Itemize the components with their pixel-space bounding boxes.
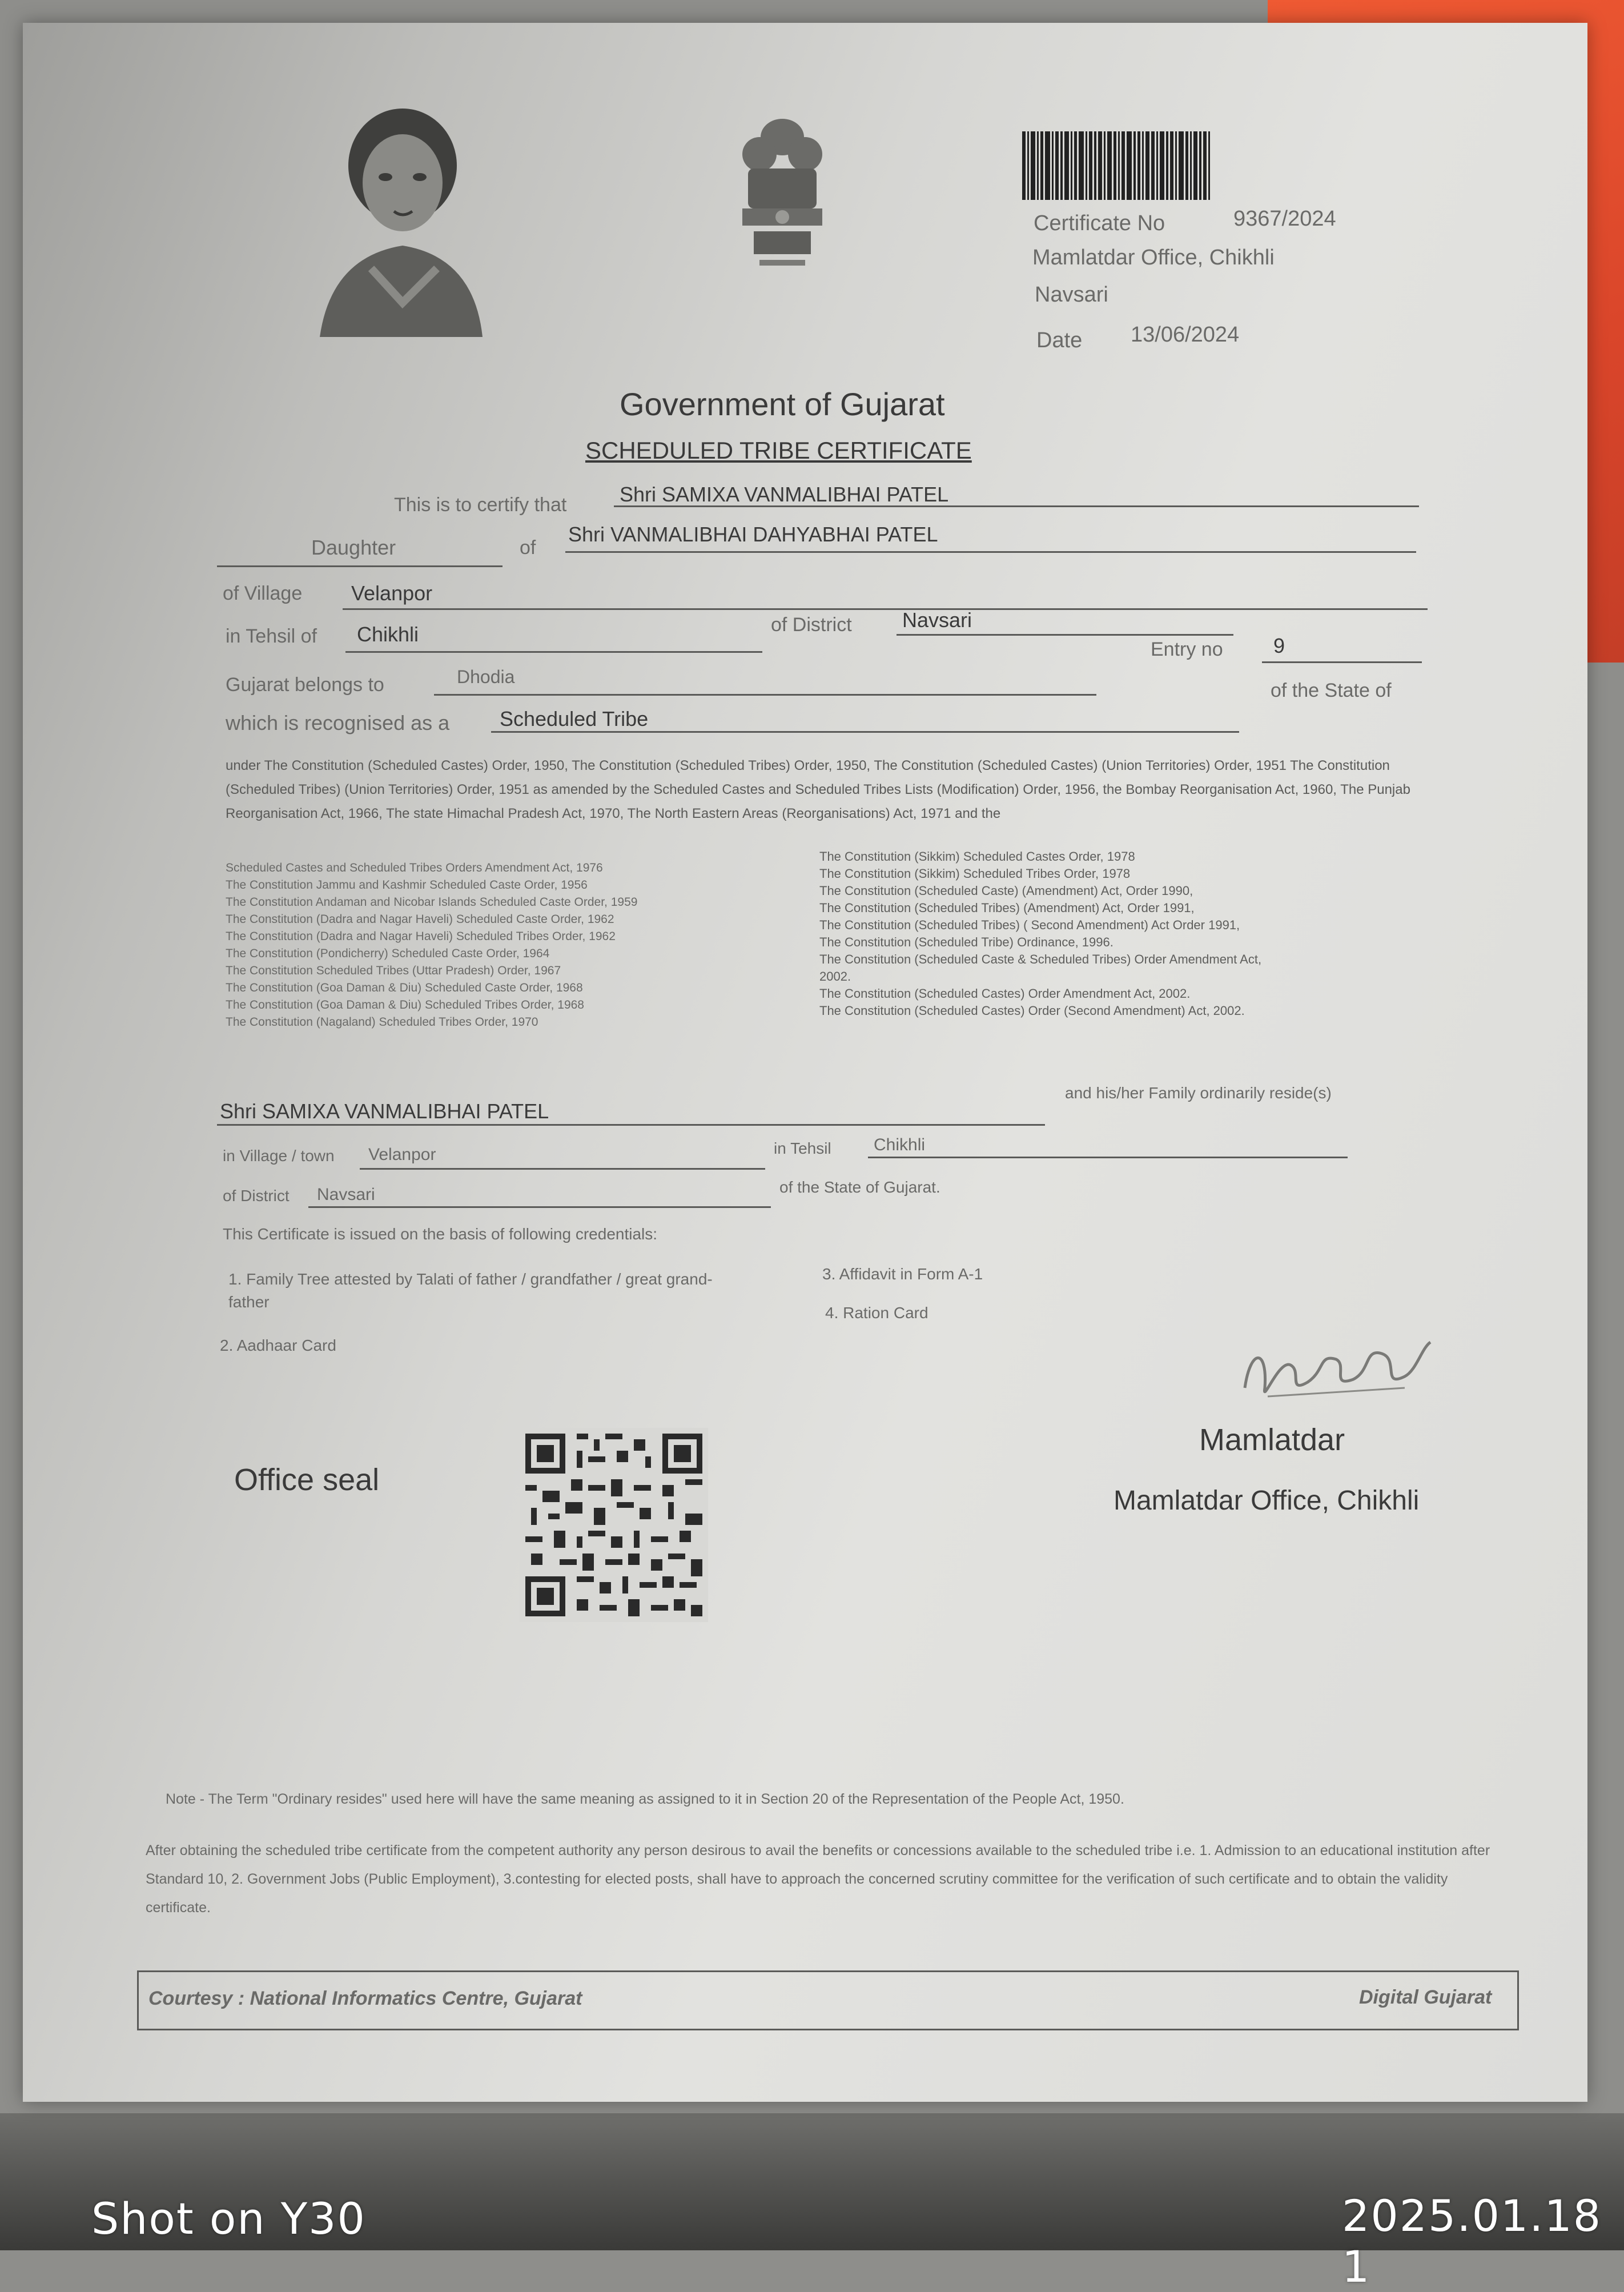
office-seal-label: Office seal (234, 1463, 380, 1497)
camera-shot-label: Shot on Y30 (91, 2193, 366, 2244)
residence-tehsil: Chikhli (874, 1135, 926, 1154)
recognised-label: which is recognised as a (226, 711, 450, 734)
order-item: The Constitution (Scheduled Caste) (Amendment) Act, Order 1990, (819, 884, 1193, 898)
residence-village: Velanpor (368, 1145, 436, 1164)
tribe-name: Dhodia (457, 667, 515, 687)
issuing-office-district: Navsari (1035, 283, 1108, 307)
order-item: The Constitution (Dadra and Nagar Haveli) Scheduled Caste Order, 1962 (226, 913, 614, 926)
order-item: The Constitution (Sikkim) Scheduled Castes Order, 1978 (819, 849, 1135, 864)
order-item: The Constitution (Scheduled Castes) Order Amendment Act, 2002. (819, 986, 1191, 1001)
category-value: Scheduled Tribe (500, 707, 649, 730)
certificate-title: SCHEDULED TRIBE CERTIFICATE (585, 437, 972, 464)
credentials-intro: This Certificate is issued on the basis of following credentials: (223, 1225, 658, 1243)
camera-timestamp: 2025.01.18 1 (1342, 2190, 1602, 2292)
order-item: The Constitution Jammu and Kashmir Scheduled Caste Order, 1956 (226, 878, 588, 892)
order-item: The Constitution (Goa Daman & Diu) Scheduled Tribes Order, 1968 (226, 998, 584, 1011)
district-value: Navsari (902, 608, 972, 632)
national-emblem-icon (725, 114, 839, 274)
residence-district: Navsari (317, 1185, 375, 1204)
note-line-1: Note - The Term "Ordinary resides" used here will have the same meaning as assigned to it in Section 20 of the Representation of the People Act, 1950. (166, 1791, 1124, 1807)
belongs-label: Gujarat belongs to (226, 674, 384, 696)
district-label: of District (771, 614, 852, 636)
date-label: Date (1036, 328, 1083, 352)
orders-right-list (819, 848, 1448, 1019)
order-item: The Constitution (Pondicherry) Scheduled Caste Order, 1964 (226, 947, 550, 960)
order-item: 2002. (819, 969, 851, 984)
order-item: The Constitution (Scheduled Castes) Order (Second Amendment) Act, 2002. (819, 1003, 1245, 1018)
government-title: Government of Gujarat (620, 386, 945, 422)
order-item: The Constitution Scheduled Tribes (Uttar Pradesh) Order, 1967 (226, 964, 561, 977)
order-item: The Constitution (Sikkim) Scheduled Tribes Order, 1978 (819, 866, 1131, 881)
certificate-number: 9367/2024 (1233, 207, 1336, 231)
village-value: Velanpor (351, 581, 433, 605)
certificate-barcode (1022, 131, 1302, 200)
holder-name: Shri SAMIXA VANMALIBHAI PATEL (620, 483, 949, 506)
applicant-photo (308, 97, 491, 337)
order-item: Scheduled Castes and Scheduled Tribes Orders Amendment Act, 1976 (226, 861, 603, 874)
order-item: The Constitution (Scheduled Tribe) Ordinance, 1996. (819, 935, 1114, 949)
note-line-2: After obtaining the scheduled tribe certificate from the competent authority any person desirous to avail the benefits or concessions available to the scheduled tribe i.e. 1. Admission to an educational institution after Standard 10, 2. Government Jobs (Public Employment), 3.contesting for elected posts, shall have to approach the concerned scrutiny committee for the verification of such certificate and to obtain the validity certificate. (146, 1843, 1490, 1916)
order-item: The Constitution (Scheduled Caste & Scheduled Tribes) Order Amendment Act, (819, 952, 1262, 966)
order-item: The Constitution (Scheduled Tribes) ( Second Amendment) Act Order 1991, (819, 918, 1240, 932)
credential-item: 4. Ration Card (825, 1304, 928, 1322)
order-item: The Constitution (Dadra and Nagar Haveli) Scheduled Tribes Order, 1962 (226, 930, 616, 943)
courtesy-note: Courtesy : National Informatics Centre, Gujarat (148, 1988, 582, 2009)
credential-item: 2. Aadhaar Card (220, 1336, 336, 1354)
family-residence-label: and his/her Family ordinarily reside(s) (1065, 1084, 1332, 1102)
entry-label: Entry no (1151, 639, 1223, 660)
credential-item: 1. Family Tree attested by Talati of father / grandfather / great grand-father (228, 1270, 713, 1311)
orders-intro: under The Constitution (Scheduled Castes) Order, 1950, The Constitution (Scheduled Tribes) Order, 1950, The Constitution (Scheduled Castes) (Union Territories) Order, 1951 The Constitution (Scheduled Tribes) (Union Territories) Order, 1951 as amended by the Scheduled Castes and Scheduled Tribes Lists (Modification) Order, 1956, the Bombay Reorganisation Act, 1960, The Punjab Reorganisation Act, 1966, The state Himachal Pradesh Act, 1970, The North Eastern Areas (Reorganisations) Act, 1971 and the (226, 758, 1410, 821)
parent-name: Shri VANMALIBHAI DAHYABHAI PATEL (568, 523, 938, 546)
signature-graphic (1233, 1325, 1439, 1411)
verification-qr-code (520, 1428, 708, 1622)
signatory-designation: Mamlatdar (1199, 1423, 1345, 1457)
order-item: The Constitution (Nagaland) Scheduled Tribes Order, 1970 (226, 1015, 538, 1029)
tehsil-label: in Tehsil of (226, 625, 317, 647)
order-item: The Constitution (Goa Daman & Diu) Scheduled Caste Order, 1968 (226, 981, 583, 994)
residence-district-label: of District (223, 1187, 290, 1205)
tehsil-value: Chikhli (357, 623, 419, 646)
village-label: of Village (223, 583, 303, 604)
entry-number: 9 (1273, 634, 1285, 657)
digital-gujarat-brand: Digital Gujarat (1359, 1986, 1492, 2008)
relation: Daughter (311, 536, 396, 559)
order-item: The Constitution (Scheduled Tribes) (Amendment) Act, Order 1991, (819, 901, 1195, 915)
signatory-office: Mamlatdar Office, Chikhli (1114, 1486, 1420, 1516)
residence-tehsil-label: in Tehsil (774, 1139, 831, 1157)
state-label: of the State of (1271, 680, 1392, 701)
orders-left-list (226, 860, 797, 1031)
issue-date: 13/06/2024 (1131, 323, 1240, 347)
residence-state: of the State of Gujarat. (779, 1178, 940, 1196)
certificate-number-label: Certificate No (1034, 211, 1165, 235)
issuing-office: Mamlatdar Office, Chikhli (1032, 246, 1275, 270)
order-item: The Constitution Andaman and Nicobar Islands Scheduled Caste Order, 1959 (226, 896, 638, 909)
certify-label: This is to certify that (394, 494, 567, 516)
of-label: of (520, 537, 536, 559)
credential-item: 3. Affidavit in Form A-1 (822, 1265, 983, 1283)
resident-name: Shri SAMIXA VANMALIBHAI PATEL (220, 1099, 549, 1123)
residence-village-label: in Village / town (223, 1147, 335, 1165)
